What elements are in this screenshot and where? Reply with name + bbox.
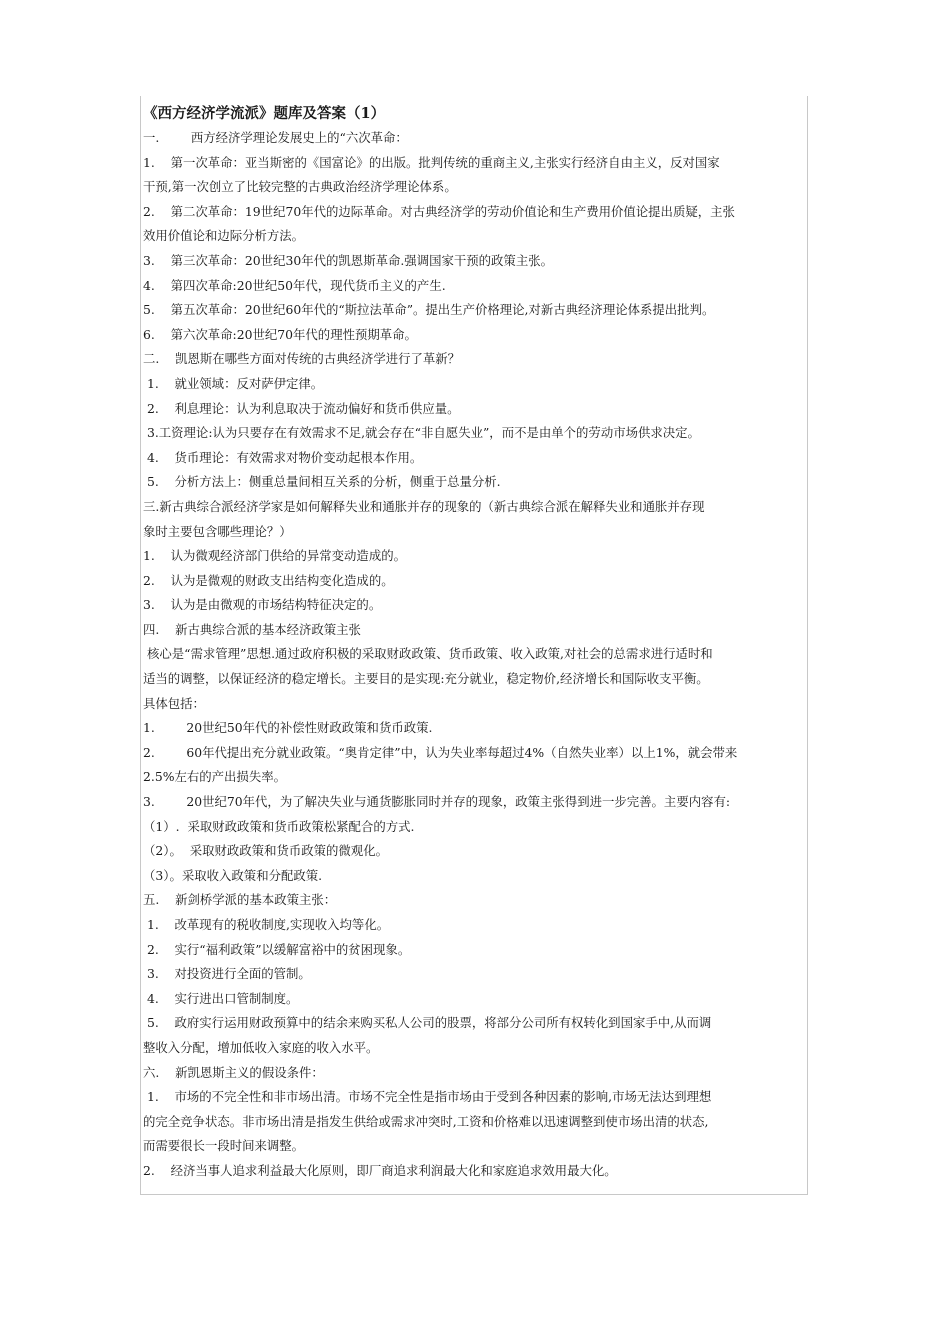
document-line: 2. 第二次革命：19世纪70年代的边际革命。对古典经济学的劳动价值论和生产费用价值论提出质疑，主张	[143, 203, 735, 219]
document-line: 6. 第六次革命:20世纪70年代的理性预期革命。	[143, 326, 417, 342]
document-line: 三.新古典综合派经济学家是如何解释失业和通胀并存的现象的（新古典综合派在解释失业和通胀并存现	[143, 498, 705, 514]
document-line: 2.5%左右的产出损失率。	[143, 769, 286, 785]
document-line: 1. 认为微观经济部门供给的异常变动造成的。	[143, 548, 406, 564]
document-line: （3）。采取收入政策和分配政策.	[143, 867, 323, 883]
document-lines	[143, 126, 805, 1184]
document-line: 3. 20世纪70年代，为了解决失业与通货膨胀同时并存的现象，政策主张得到进一步完善。主要内容有:	[143, 794, 731, 810]
document-line: 1. 第一次革命：亚当斯密的《国富论》的出版。批判传统的重商主义,主张实行经济自由主义，反对国家	[143, 154, 720, 170]
document-line: 3. 认为是由微观的市场结构特征决定的。	[143, 597, 382, 613]
document-line: 2. 实行“福利政策”以缓解富裕中的贫困现象。	[143, 941, 411, 957]
document-line: （1）. 采取财政政策和货币政策松紧配合的方式.	[143, 818, 415, 834]
document-line: 象时主要包含哪些理论？）	[143, 523, 292, 539]
document-title: 《西方经济学流派》题库及答案（1）	[143, 105, 386, 122]
document-line: 的完全竞争状态。非市场出清是指发生供给或需求冲突时,工资和价格难以迅速调整到使市场出清的状态,	[143, 1113, 709, 1129]
document-line: 效用价值论和边际分析方法。	[143, 228, 305, 244]
document-line: 1. 市场的不完全性和非市场出清。市场不完全性是指市场由于受到各种因素的影响,市场无法达到理想	[143, 1089, 712, 1105]
document-line: 4. 实行进出口管制制度。	[143, 990, 299, 1006]
document-line: 干预,第一次创立了比较完整的古典政治经济学理论体系。	[143, 179, 457, 195]
document-line: 四. 新古典综合派的基本经济政策主张	[143, 621, 361, 637]
document-line: 2. 认为是微观的财政支出结构变化造成的。	[143, 572, 394, 588]
document-line: 适当的调整，以保证经济的稳定增长。主要目的是实现:充分就业，稳定物价,经济增长和国际收支平衡。	[143, 671, 709, 687]
document-body	[143, 102, 805, 1184]
document-line: 一. 西方经济学理论发展史上的“六次革命：	[143, 130, 408, 145]
document-line: 核心是“需求管理”思想.通过政府积极的采取财政政策、货币政策、收入政策,对社会的总需求进行适时和	[143, 646, 713, 662]
document-line: 六. 新凯恩斯主义的假设条件：	[143, 1064, 324, 1080]
document-line: 整收入分配，增加低收入家庭的收入水平。	[143, 1039, 379, 1055]
document-line: 2. 60年代提出充分就业政策。“奥肯定律”中，认为失业率每超过4%（自然失业率）以上1%，就会带来	[143, 744, 738, 760]
document-line: 具体包括：	[143, 695, 205, 711]
document-line: 2. 利息理论：认为利息取决于流动偏好和货币供应量。	[143, 400, 460, 416]
document-line: 3. 对投资进行全面的管制。	[143, 966, 311, 982]
document-line: 5. 分析方法上：侧重总量间相互关系的分析，侧重于总量分析.	[143, 474, 501, 490]
document-line: 1. 就业领域：反对萨伊定律。	[143, 375, 324, 391]
document-line: 5. 第五次革命：20世纪60年代的“斯拉法革命”。提出生产价格理论,对新古典经济理论体系提出批判。	[143, 302, 715, 318]
document-line: 二. 凯恩斯在哪些方面对传统的古典经济学进行了革新？	[143, 351, 461, 367]
document-line: 2. 经济当事人追求利益最大化原则，即厂商追求利润最大化和家庭追求效用最大化。	[143, 1162, 617, 1178]
document-line: 3. 第三次革命：20世纪30年代的凯恩斯革命.强调国家干预的政策主张。	[143, 252, 553, 268]
document-line: 5. 政府实行运用财政预算中的结余来购买私人公司的股票，将部分公司所有权转化到国家手中,从而调	[143, 1015, 712, 1031]
document-line: 五. 新剑桥学派的基本政策主张：	[143, 892, 337, 908]
document-line: 1. 20世纪50年代的补偿性财政政策和货币政策.	[143, 720, 433, 736]
document-line: 而需要很长一段时间来调整。	[143, 1138, 305, 1154]
document-line: 1. 改革现有的税收制度,实现收入均等化。	[143, 917, 390, 932]
document-line: 4. 货币理论：有效需求对物价变动起根本作用。	[143, 449, 423, 465]
document-line: 3.工资理论:认为只要存在有效需求不足,就会存在“非自愿失业”，而不是由单个的劳动市场供求决定。	[143, 425, 700, 441]
document-line: 4. 第四次革命:20世纪50年代，现代货币主义的产生.	[143, 277, 446, 293]
document-line: （2）。 采取财政政策和货币政策的微观化。	[143, 843, 388, 859]
